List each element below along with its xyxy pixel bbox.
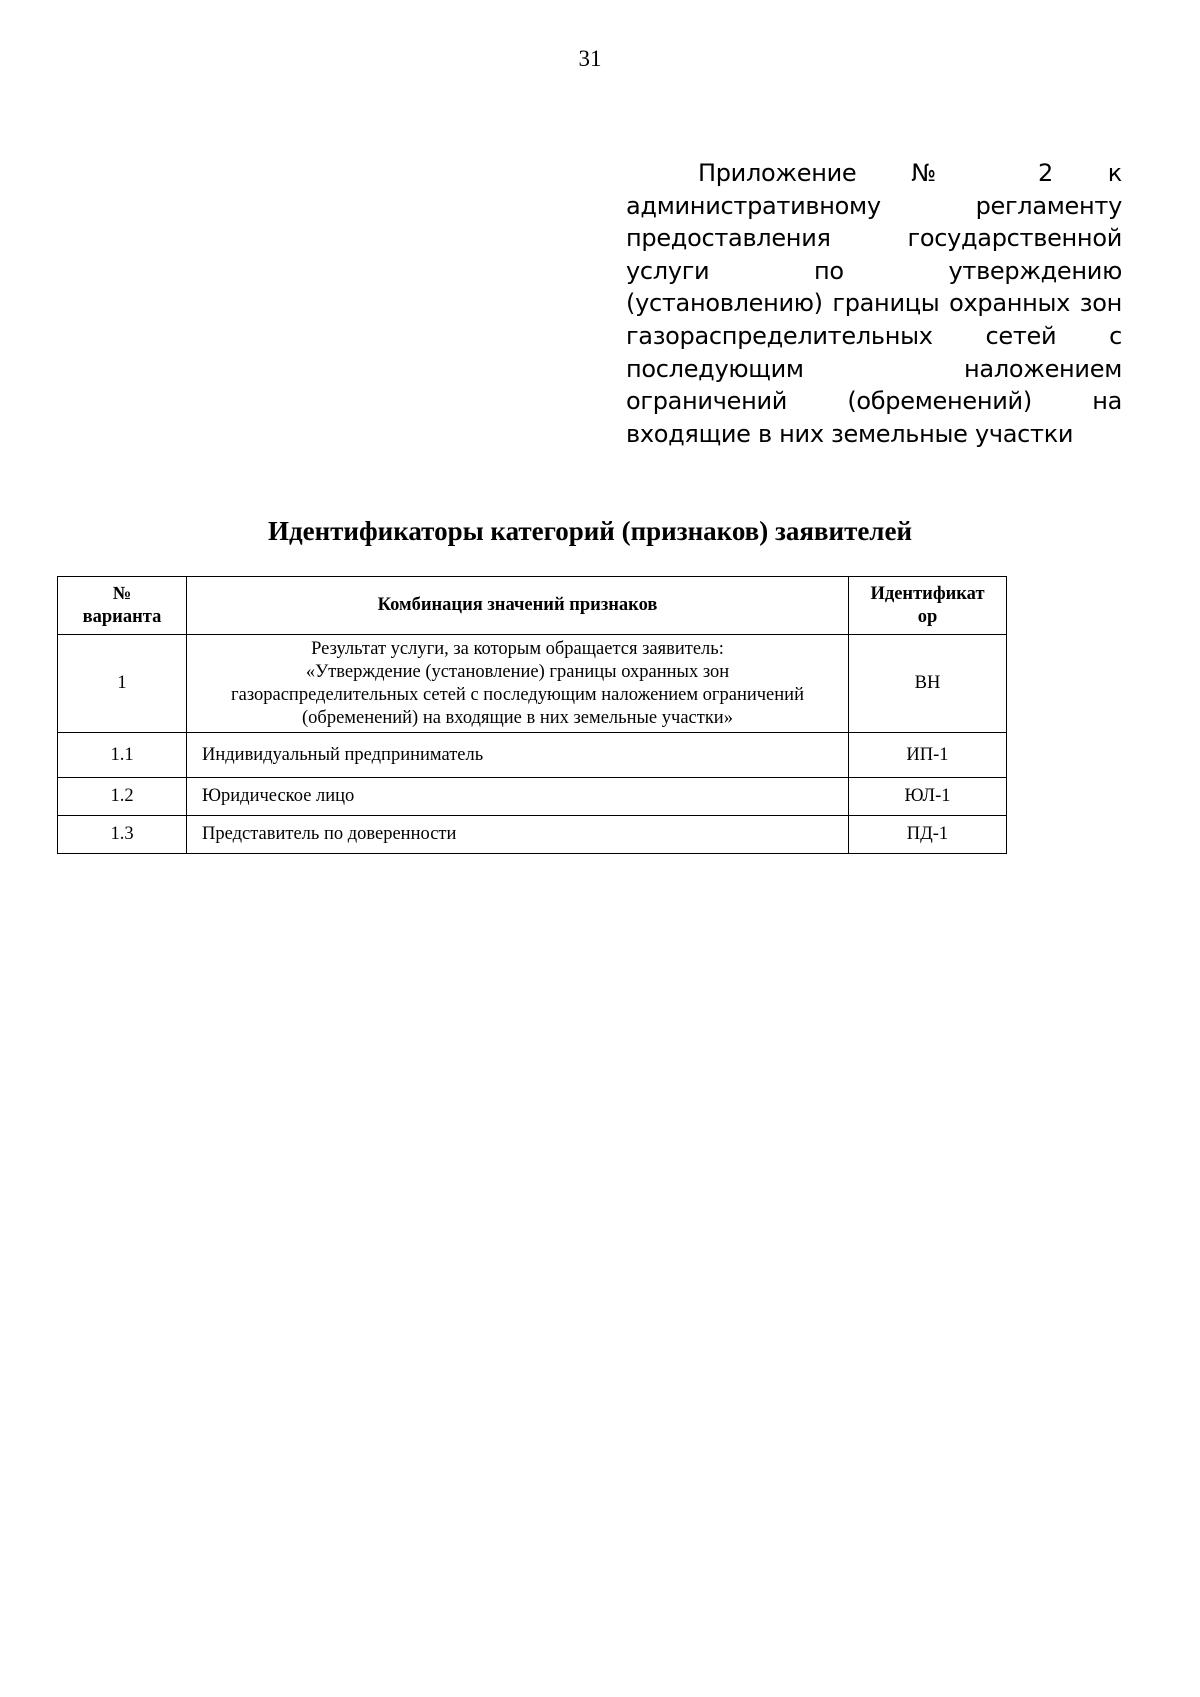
cell-number: 1.1 [58, 733, 187, 778]
appendix-note: Приложение № 2 к административному регламенту предоставления государственной услуги по утверждению (установлению) границы охранных зон газораспределительных сетей с последующим наложением ограничений (обременений) на входящие в них земельные участки [626, 159, 1122, 448]
table-header-row [58, 577, 1007, 635]
cell-identifier: ВН [849, 635, 1007, 733]
header-combination: Комбинация значений признаков [187, 577, 849, 635]
identifiers-table-wrapper [57, 576, 1007, 854]
table-row [58, 778, 1007, 816]
cell-identifier: ПД-1 [849, 816, 1007, 854]
description-line: (обременений) на входящие в них земельные участки» [302, 707, 733, 728]
header-variant-line1: № [112, 583, 132, 604]
header-identifier-line2: ор [917, 606, 938, 627]
table-row [58, 816, 1007, 854]
table-row [58, 733, 1007, 778]
cell-number: 1 [58, 635, 187, 733]
description-line: газораспределительных сетей с последующим наложением ограничений [231, 684, 804, 705]
identifiers-table [57, 576, 1007, 854]
cell-description: Юридическое лицо [187, 778, 849, 816]
header-variant-number [58, 577, 187, 635]
header-identifier [849, 577, 1007, 635]
cell-number: 1.3 [58, 816, 187, 854]
header-variant-line2: варианта [82, 606, 162, 627]
page-number: 31 [578, 46, 602, 71]
cell-description: Индивидуальный предприниматель [187, 733, 849, 778]
table-row [58, 635, 1007, 733]
cell-number: 1.2 [58, 778, 187, 816]
cell-identifier: ЮЛ-1 [849, 778, 1007, 816]
cell-description [187, 635, 849, 733]
cell-description: Представитель по доверенности [187, 816, 849, 854]
cell-identifier: ИП-1 [849, 733, 1007, 778]
header-identifier-line1: Идентификат [870, 583, 985, 604]
description-line: «Утверждение (установление) границы охранных зон [305, 661, 730, 682]
description-line: Результат услуги, за которым обращается заявитель: [311, 638, 724, 659]
document-title: Идентификаторы категорий (признаков) заявителей [267, 516, 913, 546]
